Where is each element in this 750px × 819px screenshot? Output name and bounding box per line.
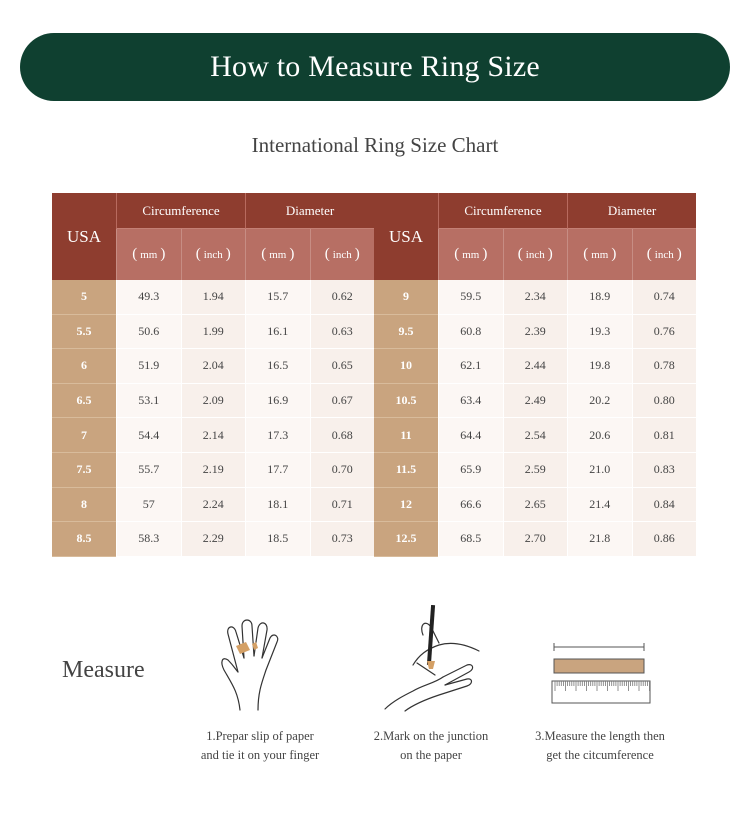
dia-mm-cell: 19.3 xyxy=(567,315,632,350)
circ-mm-cell: 60.8 xyxy=(438,315,503,350)
chart-title: International Ring Size Chart xyxy=(251,133,499,157)
dia-inch-cell: 0.62 xyxy=(310,280,375,315)
dia-mm-cell: 16.1 xyxy=(245,315,310,350)
dia-inch-cell: 0.80 xyxy=(632,384,697,419)
unit-mm-header: ( mm ) xyxy=(567,229,632,280)
dia-inch-cell: 0.84 xyxy=(632,488,697,523)
circ-inch-cell: 2.39 xyxy=(503,315,568,350)
step-3-caption: 3.Measure the length then get the citcumference xyxy=(535,729,665,762)
dia-mm-cell: 18.1 xyxy=(245,488,310,523)
usa-header-left: USA xyxy=(52,193,116,280)
circumference-header-right: Circumference xyxy=(438,193,567,229)
unit-mm-header: ( mm ) xyxy=(116,229,181,280)
dia-mm-cell: 20.2 xyxy=(567,384,632,419)
usa-size-cell: 10.5 xyxy=(374,384,438,419)
circ-inch-cell: 2.49 xyxy=(503,384,568,419)
circ-inch-cell: 1.94 xyxy=(181,280,246,315)
dia-mm-cell: 20.6 xyxy=(567,418,632,453)
table-row xyxy=(52,453,696,488)
circ-inch-cell: 2.29 xyxy=(181,522,246,557)
usa-size-cell: 11.5 xyxy=(374,453,438,488)
circ-mm-cell: 58.3 xyxy=(116,522,181,557)
circ-mm-cell: 50.6 xyxy=(116,315,181,350)
dia-inch-cell: 0.78 xyxy=(632,349,697,384)
circ-mm-cell: 68.5 xyxy=(438,522,503,557)
table-row xyxy=(52,349,696,384)
table-row xyxy=(52,418,696,453)
usa-size-cell: 5.5 xyxy=(52,315,116,350)
hand-with-pen-icon xyxy=(383,605,483,713)
dia-inch-cell: 0.71 xyxy=(310,488,375,523)
dia-inch-cell: 0.70 xyxy=(310,453,375,488)
circ-inch-cell: 2.59 xyxy=(503,453,568,488)
usa-size-cell: 12 xyxy=(374,488,438,523)
circ-inch-cell: 2.34 xyxy=(503,280,568,315)
circ-mm-cell: 66.6 xyxy=(438,488,503,523)
dia-mm-cell: 21.8 xyxy=(567,522,632,557)
dia-mm-cell: 18.9 xyxy=(567,280,632,315)
usa-size-cell: 8.5 xyxy=(52,522,116,557)
dia-inch-cell: 0.86 xyxy=(632,522,697,557)
usa-size-cell: 9 xyxy=(374,280,438,315)
usa-size-cell: 10 xyxy=(374,349,438,384)
dia-inch-cell: 0.74 xyxy=(632,280,697,315)
table-body xyxy=(52,280,696,557)
unit-inch-header: ( inch ) xyxy=(503,229,568,280)
dia-mm-cell: 17.7 xyxy=(245,453,310,488)
dia-mm-cell: 16.9 xyxy=(245,384,310,419)
step-1-caption: 1.Prepar slip of paper and tie it on your finger xyxy=(200,729,320,762)
title-banner xyxy=(20,33,730,101)
circ-mm-cell: 53.1 xyxy=(116,384,181,419)
ruler-icon xyxy=(550,643,652,705)
circ-inch-cell: 2.24 xyxy=(181,488,246,523)
dia-inch-cell: 0.76 xyxy=(632,315,697,350)
circ-inch-cell: 2.65 xyxy=(503,488,568,523)
usa-size-cell: 7 xyxy=(52,418,116,453)
circ-mm-cell: 55.7 xyxy=(116,453,181,488)
unit-inch-header: ( inch ) xyxy=(181,229,246,280)
diameter-header-right: Diameter xyxy=(567,193,696,229)
dia-mm-cell: 16.5 xyxy=(245,349,310,384)
dia-mm-cell: 18.5 xyxy=(245,522,310,557)
table-row xyxy=(52,280,696,315)
dia-mm-cell: 15.7 xyxy=(245,280,310,315)
page-title: How to Measure Ring Size xyxy=(210,50,540,83)
circ-mm-cell: 65.9 xyxy=(438,453,503,488)
usa-size-cell: 5 xyxy=(52,280,116,315)
dia-inch-cell: 0.68 xyxy=(310,418,375,453)
circ-inch-cell: 2.70 xyxy=(503,522,568,557)
table-row xyxy=(52,488,696,523)
step-2-caption: 2.Mark on the junction on the paper xyxy=(373,729,489,762)
circ-mm-cell: 54.4 xyxy=(116,418,181,453)
table-row xyxy=(52,384,696,419)
circ-mm-cell: 64.4 xyxy=(438,418,503,453)
circ-inch-cell: 2.09 xyxy=(181,384,246,419)
circumference-header-left: Circumference xyxy=(116,193,245,229)
ring-size-table xyxy=(52,193,696,557)
usa-size-cell: 7.5 xyxy=(52,453,116,488)
diameter-header-left: Diameter xyxy=(245,193,374,229)
dia-mm-cell: 21.4 xyxy=(567,488,632,523)
circ-mm-cell: 49.3 xyxy=(116,280,181,315)
circ-mm-cell: 63.4 xyxy=(438,384,503,419)
dia-inch-cell: 0.67 xyxy=(310,384,375,419)
unit-mm-header: ( mm ) xyxy=(438,229,503,280)
dia-inch-cell: 0.83 xyxy=(632,453,697,488)
circ-inch-cell: 2.14 xyxy=(181,418,246,453)
circ-inch-cell: 1.99 xyxy=(181,315,246,350)
dia-inch-cell: 0.65 xyxy=(310,349,375,384)
circ-inch-cell: 2.54 xyxy=(503,418,568,453)
usa-size-cell: 6 xyxy=(52,349,116,384)
circ-mm-cell: 62.1 xyxy=(438,349,503,384)
dia-mm-cell: 21.0 xyxy=(567,453,632,488)
table-row xyxy=(52,522,696,557)
usa-size-cell: 11 xyxy=(374,418,438,453)
dia-inch-cell: 0.81 xyxy=(632,418,697,453)
circ-inch-cell: 2.44 xyxy=(503,349,568,384)
measure-heading: Measure xyxy=(62,657,145,683)
dia-mm-cell: 19.8 xyxy=(567,349,632,384)
dia-inch-cell: 0.73 xyxy=(310,522,375,557)
hand-with-paper-icon xyxy=(212,612,292,712)
table-row xyxy=(52,315,696,350)
circ-mm-cell: 51.9 xyxy=(116,349,181,384)
unit-mm-header: ( mm ) xyxy=(245,229,310,280)
circ-mm-cell: 59.5 xyxy=(438,280,503,315)
unit-inch-header: ( inch ) xyxy=(632,229,697,280)
dia-mm-cell: 17.3 xyxy=(245,418,310,453)
circ-mm-cell: 57 xyxy=(116,488,181,523)
usa-size-cell: 9.5 xyxy=(374,315,438,350)
circ-inch-cell: 2.04 xyxy=(181,349,246,384)
dia-inch-cell: 0.63 xyxy=(310,315,375,350)
unit-inch-header: ( inch ) xyxy=(310,229,375,280)
circ-inch-cell: 2.19 xyxy=(181,453,246,488)
usa-size-cell: 12.5 xyxy=(374,522,438,557)
usa-header-right: USA xyxy=(374,193,438,280)
usa-size-cell: 8 xyxy=(52,488,116,523)
usa-size-cell: 6.5 xyxy=(52,384,116,419)
